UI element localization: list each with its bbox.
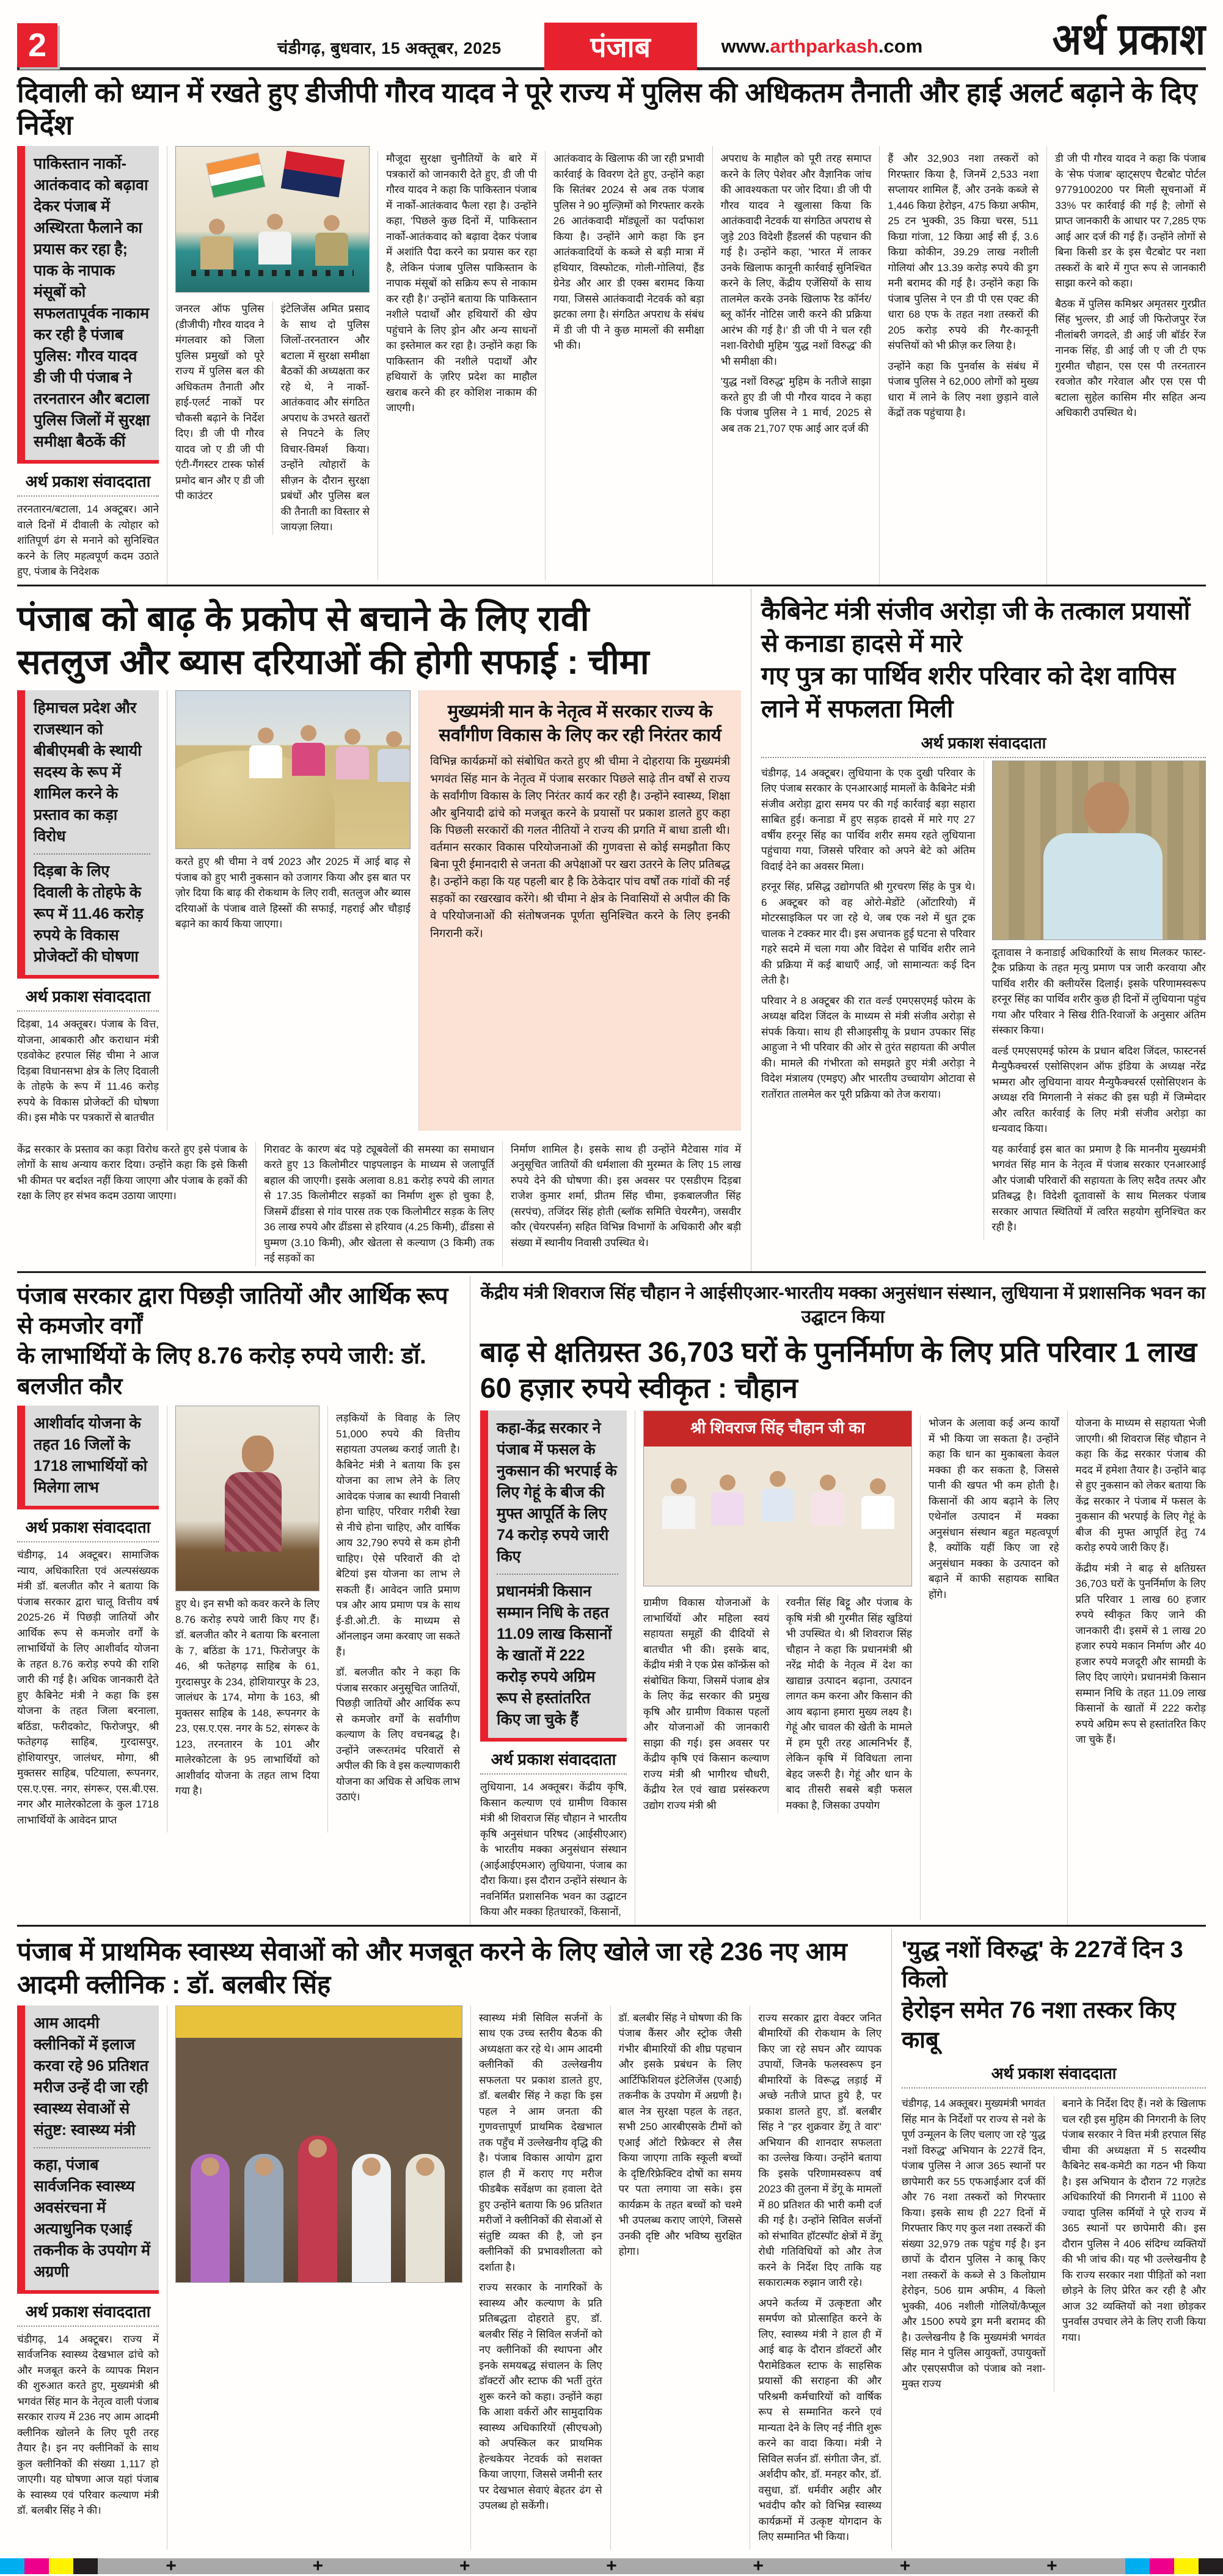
baljit-lead-text: आशीर्वाद योजना के तहत 16 जिलों के 1718 लाभार्थियों को मिलेगा लाभ: [34, 1415, 148, 1497]
balbir-lead-1: आम आदमी क्लीनिकों में इलाज करवा रहे 96 प्रतिशत मरीज उन्हें दी जा रही स्वास्थ्य सेवाओं से संतुष्ट: स्वास्थ्य मंत्री: [34, 2014, 149, 2139]
minister-figure: [298, 2136, 337, 2282]
cheema-row-1: [17, 690, 741, 1131]
photo-chauhan-group: [643, 1410, 912, 1586]
dgp-col-4: आतंकवाद के खिलाफ की जा रही प्रभावी कार्रवाई के विवरण देते हुए, उन्होंने कहा कि सितंबर 2024 से अब तक पंजाब पुलिस ने 90 मुल्ज़िमों को गिरफ्तार करके 26 आतंकवादी मॉड्यूलों का पर्दाफाश किया है। उन्होंने आगे कहा कि इन आतंकवादियों के कब्जे से बड़ी मात्रा में हथियार, विस्फोटक, गोली-गोलियां, हैंड ग्रेनेड और आर डी एक्स बरामद किया गया, जिससे आतंकवादी नेटवर्क को बड़ा झटका लगा है। संगठित अपराध के संबंध में डी जी पी ने कुछ मामलों की समीक्षा भी की।: [545, 151, 704, 580]
byline: अर्थ प्रकाश संवाददाता: [902, 2062, 1206, 2089]
cheema-col-4: निर्माण शामिल है। इसके साथ ही उन्होंने मैटेवास गांव में अनुसूचित जातियों की धर्मशाला की मुरम्मत के लिए 15 लाख रुपये देने की घोषणा की। इस अवसर पर एसडीएम दिड़बा राजेश कुमार शर्मा, प्रीतम सिंह चीमा, इकबालजीत सिंह (सरपंच), तजिंदर सिंह होती (ब्लॉक समिति चेयरमैन), जसवीर कौर (चेयरपर्सन) सहित विभिन्न विभागों के अधिकारी और बड़ी संख्या में स्थानीय निवासी उपस्थित थे।: [502, 1142, 741, 1266]
highlight-box-title: मुख्यमंत्री मान के नेतृत्व में सरकार राज्य के सर्वांगीण विकास के लिए कर रही निरंतर कार्य: [439, 702, 721, 746]
band-4: [17, 1925, 1206, 2550]
arora-col-left: [761, 761, 976, 1240]
black-swatch: [73, 2558, 98, 2574]
article-baljit-ashirwad: [17, 1275, 460, 1925]
byline: अर्थ प्रकाश संवाददाता: [17, 1516, 159, 1542]
officer-figure: [200, 219, 233, 270]
headline-baljit: [17, 1282, 460, 1403]
band-2: [17, 585, 1206, 1271]
cheema-col-1: करते हुए श्री चीमा ने वर्ष 2023 और 2025 में आई बाढ़ से पंजाब को हुए भारी नुकसान को उजागर किया और इस बात पर ज़ोर दिया कि बाढ़ की रोकथाम के लिए रावी, सतलुज और ब्यास दरियाओं के पंजाब वाले हिस्सों की सफाई, गहराई और चौड़ाई बढ़ाने का कार्य किया जाएगा।: [175, 856, 411, 930]
baljit-row-1: [17, 1406, 460, 1833]
masthead: अर्थ प्रकाश: [1052, 15, 1206, 64]
balbir-col-1: [470, 2005, 602, 2550]
chauhan-col-1: ग्रामीण विकास योजनाओं के लाभार्थियों और महिला स्वयं सहायता समूहों की दीदियों से बातचीत भी की। इसके बाद, केंद्रीय मंत्री ने एक प्रेस कॉन्फ्रेंस को संबोधित किया, जिसमें पंजाब क्षेत्र के लिए केंद्र सरकार की प्रमुख कृषि और ग्रामीण विकास पहलों और योजनाओं की जानकारी साझा की गई। इस अवसर पर केंद्रीय कृषि एवं किसान कल्याण राज्य मंत्री श्री भागीरथ चौधरी, केंद्रीय रेल एवं खाद्य प्रसंस्करण उद्योग राज्य मंत्री श्री: [643, 1597, 770, 1811]
cmyk-swatches-left: [0, 2558, 98, 2574]
balbir-col-2: [610, 2005, 742, 2550]
headline-baljit-line1: पंजाब सरकार द्वारा पिछड़ी जातियों और आर्थिक रूप से कमजोर वर्गों: [17, 1283, 448, 1340]
website-prefix: www.: [721, 35, 770, 57]
photo-baljit-kaur: [175, 1406, 319, 1591]
dgp-col-2: इंटेलिजेंस अमित प्रसाद के साथ दो पुलिस जिलों-तरनतारन और बटाला में सुरक्षा समीक्षा बैठकों की अध्यक्षता कर रहे थे, ने नार्को-आतंकवाद और संगठित अपराध के उभरते खतरों से निपटने के लिए विचार-विमर्श किया। उन्होंने त्योहारों के सीज़न के दौरान सुरक्षा प्रबंधों और पुलिस बल की तैनाती का विस्तार से जायज़ा लिया।: [272, 301, 370, 535]
byline: अर्थ प्रकाश संवाददाता: [17, 2300, 159, 2327]
website-brand: arthparkash: [770, 35, 878, 57]
byline: अर्थ प्रकाश संवाददाता: [17, 470, 159, 497]
balbir-lead-2: कहा, पंजाब सार्वजनिक स्वास्थ्य अवसंरचना में अत्याधुनिक एआई तकनीक के उपयोग में अग्रणी: [34, 2147, 150, 2283]
cheema-lead-2: दिड़बा के लिए दिवाली के तोहफे के रूप में 11.46 करोड़ रुपये के विकास प्रोजेक्टों की घोषणा: [34, 853, 150, 968]
magenta-swatch: [24, 2558, 49, 2574]
dgp-col-0: तरनतारन/बटाला, 14 अक्टूबर। आने वाले दिनों में दीवाली के त्योहार को शांतिपूर्ण ढंग से मनाने को सुनिश्चित करने के लिए महत्वपूर्ण कदम उठाते हुए, पंजाब के निदेशक: [17, 503, 159, 578]
chauhan-col-4b: केंद्रीय मंत्री ने बाढ़ से क्षतिग्रस्त 36,703 घरों के पुनर्निर्माण के लिए प्रति परिवार 1 लाख 60 हजार रुपये स्वीकृत किए जाने की जानकारी दी। इसमें से 1 लाख 20 हजार रुपये मकान निर्माण और 40 हजार रुपये मजदूरी और सामग्री के लिए दिए जाएंगे। प्रधानमंत्री किसान सम्मान निधि के तहत 11.09 लाख किसानों के खातों में 222 करोड़ रुपये अग्रिम रूप से हस्तांतरित किए जा चुके हैं।: [1075, 1562, 1206, 1746]
headline-cheema-line2: सतलुज और ब्यास दरियाओं की होगी सफाई : चीमा: [17, 642, 649, 682]
cheema-row-2: [17, 1137, 741, 1271]
yudh-col-0: चंडीगढ़, 14 अक्तूबर। मुख्यमंत्री भगवंत सिंह मान के निर्देशों पर राज्य से नशे के पूर्ण उन्मूलन के लिए चलाए जा रहे 'युद्ध नशों विरुद्ध' अभियान के 227वें दिन, पंजाब पुलिस ने आज 365 स्थानों पर छापेमारी कर 55 एफआईआर दर्ज कीं और 76 नशा तस्करों को गिरफ्तार किया। इसके साथ ही 227 दिनों में गिरफ्तार किए गए कुल नशा तस्करों की संख्या 32,979 तक पहुंच गई है। इन छापों के दौरान पुलिस ने काबू किए नशा तस्करों के कब्जे से 3 किलोग्राम हेरोइन, 506 ग्राम अफीम, 4 किलो भुक्की, 406 नशीली गोलियों/कैप्सूल और 1500 रुपये ड्रग मनी बरामद की है। उल्लेखनीय है कि मुख्यमंत्री भगवंत सिंह मान ने पुलिस आयुक्तों, उपायुक्तों और एसएसपीज को पंजाब को नशा-मुक्त राज्य: [902, 2098, 1046, 2390]
balbir-lead-box: [17, 2005, 159, 2294]
photo-banner-text: श्री शिवराज सिंह चौहान जी का: [690, 1418, 865, 1437]
headline-cheema: [17, 597, 741, 685]
baljit-col-3: डॉ. बलजीत कौर ने कहा कि पंजाब सरकार अनुसूचित जातियों, पिछड़ी जातियों और आर्थिक रूप से कमजोर वर्गों के सर्वांगीण कल्याण के लिए वचनबद्ध है। उन्होंने जरूरतमंद परिवारों से अपील की कि वे इस कल्याणकारी योजना का अधिक से अधिक लाभ उठाएं।: [336, 1666, 460, 1803]
portrait-head: [242, 1436, 274, 1472]
dgp-photo-column: [167, 146, 370, 585]
cheema-lead-column: [17, 690, 159, 1131]
group-figure: [811, 1475, 844, 1526]
dgp-col-3: मौजूदा सुरक्षा चुनौतियों के बारे में पत्रकारों को जानकारी देते हुए, डी जी पी गौरव यादव ने कहा कि पाकिस्तान पंजाब में नार्को-आतंकवाद फैला रहा है। उन्होंने कहा, 'पिछले कुछ दिनों में, पाकिस्तान नार्को-आतंकवाद को बढ़ावा देकर पंजाब में अशांति पैदा करने का प्रयास कर रहा है, लेकिन पंजाब पुलिस पाकिस्तान के नापाक मंसूबों को सक्रिय रूप से नाकाम कर रही है।' उन्होंने बताया कि पाकिस्तान नशीले पदार्थों और हथियारों की खेप पहुंचाने के लिए ड्रोन और अन्य साधनों का इस्तेमाल कर रहा है। उन्होंने कहा कि पाकिस्तान की नशीले पदार्थों और हथियारों के ज़रिए प्रदेश का माहौल खराब करने की हर कोशिश नाकाम की जाएगी।: [378, 151, 537, 580]
dgp-col-7b: बैठक में पुलिस कमिश्नर अमृतसर गुरप्रीत सिंह भुल्लर, डी आई जी फिरोजपुर रेंज नीलांबरी जगदले, डी आई जी बॉर्डर रेंज नानक सिंह, डी आई जी ए जी टी एफ गुरमीत चौहान, एस एस पी तरनतारन रवजोत कौर गरेवाल और एस एस पी बटाला सुहेल कासिम मीर सहित अन्य अधिकारी उपस्थित थे।: [1055, 297, 1206, 419]
yellow-swatch: [1174, 2558, 1199, 2574]
dgp-col-1: जनरल ऑफ पुलिस (डीजीपी) गौरव यादव ने मंगलवार को जिला पुलिस प्रमुखों को पूरे राज्य में पुलिस बल की अधिकतम तैनाती और हाई-एलर्ट नाकों पर चौकसी बढ़ाने के निर्देश दिए। डी जी पी गौरव यादव जो ए डी जी पी एंटी-गैंगस्टर टास्क फोर्स प्रमोद बान और ए डी जी पी काउंटर: [175, 303, 265, 502]
arora-col-1: हरनूर सिंह, प्रसिद्ध उद्योगपति श्री गुरचरण सिंह के पुत्र थे। 6 अक्टूबर को वह ओरो-मेडोंटे (ओंटारियो) में मोटरसाइकिल पर जा रहे थे, जब एक नशे में धुत ट्रक चालक ने टक्कर मार दी। इस अचानक हुई घटना से परिवार गहरे सदमे में चला गया और विदेश से पार्थिव शरीर लाने की प्रक्रिया में कई बाधाएँ आईं, जो सामान्यतः कई दिन लेती है।: [761, 881, 976, 987]
byline: अर्थ प्रकाश संवाददाता: [17, 985, 159, 1012]
band-3: [17, 1271, 1206, 1925]
cheema-lead-1: हिमाचल प्रदेश और राजस्थान को बीबीएमबी के स्थायी सदस्य के रूप में शामिल करने के प्रस्ताव का कड़ा विरोध: [34, 699, 142, 845]
dgp-col-5a: अपराध के माहौल को पूरी तरह समाप्त करने के लिए पेशेवर और वैज्ञानिक जांच की आवश्यकता पर जोर दिया। डी जी पी गौरव यादव ने खुलासा किया कि आतंकवादी नेटवर्क या संगठित अपराध से जुड़े 203 विदेशी हैंडलर्स की पहचान की गई है। उन्होंने कहा, 'भारत में लाकर उनके खिलाफ कानूनी कार्रवाई सुनिश्चित करने के लिए, केंद्रीय एजेंसियों के साथ तालमेल करके उनके खिलाफ रैड कॉर्नर/ब्लू कॉर्नर नोटिस जारी करने की प्रक्रिया आरंभ की गई है।' डी जी पी ने चल रही नशा-विरोधी मुहिम 'युद्ध नशों विरुद्ध' की भी समीक्षा की।: [720, 153, 872, 367]
section-title: पंजाब: [544, 23, 697, 70]
cheema-col-2: केंद्र सरकार के प्रस्ताव का कड़ा विरोध करते हुए इसे पंजाब के लोगों के साथ अन्याय करार दिया। उन्होंने कहा कि इसे किसी भी कीमत पर बर्दाश्त नहीं किया जाएगा और पंजाब के हकों की रक्षा के लिए हर संभव कदम उठाया जाएगा।: [17, 1143, 247, 1202]
article-dgp-alert: [17, 76, 1206, 585]
baljit-col-0: चंडीगढ़, 14 अक्टूबर। सामाजिक न्याय, अधिकारिता एवं अल्पसंख्यक मंत्री डॉ. बलजीत कौर ने बताया कि पंजाब सरकार द्वारा चालू वित्तीय वर्ष 2025-26 में पिछड़ी जातियों और आर्थिक रूप से कमजोर वर्गों के लाभार्थियों के लिए आशीर्वाद योजना के तहत 8.76 करोड़ रुपये की राशि जारी की गई है। अधिक जानकारी देते हुए कैबिनेट मंत्री ने कहा कि इस योजना के तहत जिला बरनाला, बठिंडा, फरीदकोट, फिरोजपुर, श्री फतेहगढ़ साहिब, गुरदासपुर, होशियारपुर, जालंधर, मोगा, श्री मुक्तसर साहिब, पटियाला, रूपनगर, एस.ए.एस. नगर, संगरूर, एस.बी.एस. नगर और मालेरकोटला के कुल 1718 लाभार्थियों के आवेदन प्राप्त: [17, 1549, 159, 1826]
chauhan-lead-box: [480, 1410, 627, 1742]
dgp-lead-box: [17, 146, 159, 464]
india-flag: [206, 153, 266, 199]
balbir-col-3: [750, 2005, 882, 2550]
article-yudh-nashon: [891, 1929, 1206, 2550]
headline-arora-line1: कैबिनेट मंत्री संजीव अरोड़ा जी के तत्काल प्रयासों से कनाडा हादसे में मारे: [761, 596, 1191, 657]
dgp-col-5: [712, 146, 872, 585]
dgp-col-5b: 'युद्ध नशों विरुद्ध' मुहिम के नतीजे साझा करते हुए डी जी पी गौरव यादव ने कहा कि पंजाब पुलिस ने 1 मार्च, 2025 से अब तक 21,707 एफ आई आर दर्ज की: [720, 376, 872, 434]
article-cheema-rivers: [17, 589, 741, 1271]
balbir-col-2a: डॉ. बलबीर सिंह ने घोषणा की कि पंजाब कैंसर और स्ट्रोक जैसी गंभीर बीमारियों की शीघ्र पहचान और इसके प्रबंधन के लिए आर्टिफिशियल इंटेलिजेंस (एआई) तकनीक के उपयोग में अग्रणी है। बाल नेत्र सुरक्षा पहल के तहत, सभी 250 आरबीएसके टीमों को एआई ऑटो रिफ्रेक्टर से लैस किया जाएगा ताकि स्कूली बच्चों के दृष्टि/रिफ्रेक्टिव दोषों का समय पर पता लगाया जा सके। इस कार्यक्रम के तहत बच्चों को चश्मे भी उपलब्ध कराए जाएंगे, जिससे उनकी दृष्टि और भविष्य सुरक्षित होगा।: [618, 2012, 742, 2258]
chauhan-lead-2: प्रधानमंत्री किसान सम्मान निधि के तहत 11.09 लाख किसानों के खातों में 222 करोड़ रुपये अग्रिम रूप से हस्तांतरित किए जा चुके हैं: [497, 1574, 618, 1731]
crowd-figure: [378, 731, 411, 783]
balbir-lead-column: [17, 2005, 159, 2550]
dgp-lead-column: [17, 146, 159, 585]
cheema-col-0: दिड़बा, 14 अक्तूबर। पंजाब के वित्त, योजना, आबकारी और कराधान मंत्री एडवोकेट हरपाल सिंह चीमा ने आज दिड़बा विधानसभा क्षेत्र के लिए दिवाली के तोहफे के रूप में 11.46 करोड़ रुपये के विकास प्रोजेक्टों की घोषणा की। इस मौके पर पत्रकारों से बातचीत: [17, 1018, 159, 1124]
group-figure: [352, 2154, 391, 2282]
punjab-police-flag: [281, 151, 345, 197]
arora-col-2: परिवार ने 8 अक्टूबर की रात वर्ल्ड एमएसएमई फोरम के अध्यक्ष बदिश जिंदल के माध्यम से मंत्री संजीव अरोड़ा से संपर्क किया। साथ ही सीआइसीयू के प्रधान उपकार सिंह आहुजा ने भी परिवार की ओर से तुरंत सहायता की अपील की। मामले की गंभीरता को समझते हुए मंत्री अरोड़ा ने विदेश मंत्रालय (एमइए) और भारतीय उच्चायोग ओटावा से रातोंरात तालमेल कर पूरी प्रक्रिया को तेज कराया।: [761, 994, 976, 1100]
byline: अर्थ प्रकाश संवाददाता: [761, 731, 1206, 758]
cmyk-swatches-right: [1125, 2558, 1223, 2574]
turban-figure: [336, 729, 369, 780]
dgp-col-7a: डी जी पी गौरव यादव ने कहा कि पंजाब के 'सेफ पंजाब' व्हाट्सएप चैटबोट पोर्टल 9779100200 पर मिली सूचनाओं में 33% पर कार्रवाई की गई है; लोगों से प्राप्त जानकारी के आधार पर 7,285 एफ आई आर दर्ज की गई हैं। उन्होंने लोगों से बिना किसी डर के इस चैटबोट पर नशा तस्करों के बारे में गुप्त रूप से जानकारी साझा करने को कहा।: [1055, 153, 1206, 290]
baljit-lead-box: [17, 1406, 159, 1509]
yudh-body: [902, 2091, 1206, 2397]
arora-col-4: वर्ल्ड एमएसएमई फोरम के प्रधान बदिश जिंदल, फास्टनर्स मैन्युफैक्चरर्स एसोसिएशन ऑफ इंडिया के अध्यक्ष नरेंद्र भम्मरा और लुधियाना वायर मैन्युफैक्चरर्स एसोसिएशन के अध्यक्ष रवि मिगलानी ने संकट की इस घड़ी में जिम्मेदार और त्वरित कार्रवाई के लिए मंत्री संजीव अरोड़ा का धन्यवाद किया।: [991, 1045, 1206, 1135]
photo-press-conference: [175, 146, 370, 293]
arora-body: [761, 761, 1206, 1240]
chauhan-col-4: [1067, 1410, 1207, 1925]
photo-balbir-meeting: [175, 2005, 462, 2283]
yellow-swatch: [49, 2558, 73, 2574]
arora-col-right: [984, 761, 1207, 1240]
turban-figure: [249, 728, 282, 779]
cheema-photo-column: [167, 690, 411, 1131]
officer-figure: [258, 214, 291, 265]
group-figure: [662, 1478, 695, 1530]
yudh-col-1: बनाने के निर्देश दिए हैं। नशे के खिलाफ चल रही इस मुहिम की निगरानी के लिए पंजाब सरकार ने वित्त मंत्री हरपाल सिंह चीमा की अध्यक्षता में 5 सदस्यीय कैबिनेट सब-कमेटी का गठन भी किया है। इस अभियान के दौरान 72 गज़टेड अधिकारियों की निगरानी में 1100 से ज्यादा पुलिस कर्मियों ने पूरे राज्य में 365 स्थानों पर छापेमारी की। इस दौरान पुलिस ने 406 संदिग्ध व्यक्तियों की भी जांच की। यह भी उल्लेखनीय है कि राज्य सरकार नशा पीड़ितों को नशा छोड़ने के लिए प्रेरित कर रही है और आज 32 व्यक्तियों को नशा छोड़कर पुनर्वास उपचार लेने के लिए राजी किया गया।: [1054, 2096, 1207, 2392]
cyan-swatch: [0, 2558, 24, 2574]
headline-arora-line2: गए पुत्र का पार्थिव शरीर परिवार को देश वापिस लाने में सफलता मिली: [761, 662, 1176, 723]
group-figure: [711, 1475, 744, 1526]
cheema-highlight-box: [418, 690, 741, 1131]
highlight-box-body: विभिन्न कार्यक्रमों को संबोधित करते हुए श्री चीमा ने दोहराया कि मुख्यमंत्री भगवंत सिंह मान के नेतृत्व में पंजाब सरकार पिछले साढ़े तीन वर्षों से राज्य के सर्वांगीण विकास के लिए निरंतर कार्य कर रही है। उन्होंने स्वास्थ्य, शिक्षा और बुनियादी ढांचे को मजबूत करने के प्रयासों पर प्रकाश डालते हुए कहा कि पिछली सरकारों की गलत नीतियों ने राज्य की प्रगति में बाधा डाली थी। वर्तमान सरकार विकास परियोजनाओं की गुणवत्ता से कोई समझौता किए बिना पूरी ईमानदारी से जनता की अपेक्षाओं पर खरा उतरने के लिए प्रतिबद्ध है। उन्होंने कहा कि यह पहली बार है कि ठेकेदार पांच वर्षों तक गांवों की नई सड़कों का रखरखाव करेंगे। श्री चीमा ने क्षेत्र के निवासियों से अपील की कि वे परियोजनाओं की संतोषजनक पूर्णता सुनिश्चित करने के लिए इनकी निगरानी करें।: [430, 754, 731, 940]
baljit-photo-column: [167, 1406, 319, 1833]
photo-sanjeev-arora: [992, 761, 1207, 940]
chauhan-lead-1: कहा-केंद्र सरकार ने पंजाब में फसल के नुकसान की भरपाई के लिए गेहूं के बीज की मुफ्त आपूर्ति के लिए 74 करोड़ रुपये जारी किए: [497, 1420, 617, 1566]
cyan-swatch: [1125, 2558, 1150, 2574]
article-arora-canada: [751, 589, 1206, 1271]
portrait-dress: [225, 1472, 282, 1552]
kicker-chauhan: केंद्रीय मंत्री शिवराज सिंह चौहान ने आईसीएआर-भारतीय मक्का अनुसंधान संस्थान, लुधियाना में प्रशासनिक भवन का उद्घाटन किया: [480, 1283, 1206, 1327]
group-figure: [406, 2154, 445, 2282]
headline-yudh-line1: 'युद्ध नशों विरुद्ध' के 227वें दिन 3 किलो: [902, 1936, 1183, 1993]
chauhan-col-4a: योजना के माध्यम से सहायता भेजी जाएगी। श्री शिवराज सिंह चौहान ने कहा कि केंद्र सरकार पंजाब की मदद में हमेशा तैयार है। उन्होंने बाढ़ से हुए नुकसान को लेकर बताया कि केंद्र सरकार ने पंजाब में फसल के नुकसान की भरपाई के लिए गेहूं के बीज की मुफ्त आपूर्ति हेतु 74 करोड़ रुपये जारी किए हैं।: [1075, 1417, 1206, 1554]
cheema-lead-box: [17, 690, 159, 979]
group-figure: [191, 2154, 230, 2282]
chauhan-lead-column: [480, 1410, 627, 1925]
page-number: 2: [17, 23, 57, 67]
byline: अर्थ प्रकाश संवाददाता: [480, 1748, 627, 1775]
dgp-lead-text: पाकिस्तान नार्को-आतंकवाद को बढ़ावा देकर पंजाब में अस्थिरता फैलाने का प्रयास कर रहा है; पाक के नापाक मंसूबों को सफलतापूर्वक नाकाम कर रही है पंजाब पुलिस: गौरव यादव डी जी पी पंजाब ने तरनतारन और बटाला पुलिस जिलों में सुरक्षा समीक्षा बैठकें कीं: [34, 155, 150, 451]
page-header: [17, 6, 1206, 70]
dgp-col-6: [879, 146, 1039, 585]
headline-dgp: दिवाली को ध्यान में रखते हुए डीजीपी गौरव यादव ने पूरे राज्य में पुलिस की अधिकतम तैनाती और हाई अलर्ट बढ़ाने के दिए निर्देश: [17, 77, 1197, 141]
photo-cheema-visit: [175, 690, 411, 849]
article-chauhan-floods: [470, 1275, 1206, 1925]
dgp-col-6a: हैं और 32,903 नशा तस्करों को गिरफ्तार किया है, जिनमें 2,533 नशा सप्लायर शामिल हैं, और उनके कब्जे से 1,446 किग्रा हेरोइन, 475 किग्रा अफीम, 25 टन भुक्की, 35 किग्रा चरस, 511 किग्रा गांजा, 12 किग्रा आई सी ई, 3.6 किग्रा कोकीन, 39.29 लाख नशीली गोलियां और 13.39 करोड़ रुपये की ड्रग मनी बरामद की गई है। उन्होंने कहा कि पंजाब पुलिस ने एन डी पी एस एक्ट की धारा 68 एफ के तहत नशा तस्करों की 205 करोड़ रुपये की गैर-कानूनी संपत्तियों को भी फ्रीज़ कर लिया है।: [888, 153, 1039, 352]
baljit-col-1: हुए थे। इन सभी को कवर करने के लिए 8.76 करोड़ रुपये जारी किए गए हैं। डॉ. बलजीत कौर ने बताया कि बरनाला के 7, बठिंडा के 171, फिरोजपुर के 46, श्री फतेहगढ़ साहिब के 61, गुरदासपुर के 234, होशियारपुर के 23, जालंधर के 174, मोगा के 163, श्री मुक्तसर साहिब के 148, रूपनगर के 23, एस.ए.एस. नगर के 52, संगरूर के 123, तरनतारन के 101 और मालेरकोटला के 95 लाभार्थियों को आशीर्वाद योजना के तहत लाभ दिया गया है।: [175, 1598, 319, 1797]
print-registration-bar: + + + + + + +: [0, 2558, 1223, 2574]
minister-figure: [292, 725, 325, 776]
website-url: [721, 35, 923, 57]
balbir-col-3b: अपने कर्तव्य में उत्कृष्टता और समर्पण को प्रोत्साहित करने के लिए, स्वास्थ्य मंत्री ने हाल ही में आई बाढ़ के दौरान डॉक्टरों और पैरामेडिकल स्टाफ के साहसिक प्रयासों की सराहना की और परिश्रमी कर्मचारियों को वार्षिक रूप से सम्मानित करने एवं मान्यता देने के लिए नई नीति शुरू करने का वादा किया। मंत्री ने सिविल सर्जन डॉ. संगीता जैन, डॉ. अर्शदीप कौर, डॉ. मनहर कौर, डॉ. वसुधा, डॉ. धर्मवीर अहीर और भवंदीप कौर को विभिन्न स्वास्थ्य कार्यक्रमों में उत्कृष्ट योगदान के लिए सम्मानित भी किया।: [758, 2297, 882, 2543]
chauhan-col-2: रवनीत सिंह बिट्टू और पंजाब के कृषि मंत्री श्री गुरमीत सिंह खुडियां भी उपस्थित थे। श्री शिवराज सिंह चौहान ने कहा कि प्रधानमंत्री श्री नरेंद्र मोदी के नेतृत्व में देश का खाद्यान्न उत्पादन बढ़ाना, उत्पादन लागत कम करना और किसान की आय बढ़ाना हमारा मुख्य लक्ष्य है। गेहूं और चावल की खेती के मामले में हम पूरी तरह आत्मनिर्भर हैं, लेकिन कृषि में विविधता लाना बेहद जरूरी है। गेहूं और धान के बाद तीसरी सबसे बड़ी फसल मक्का है, जिसका उपयोग: [778, 1595, 913, 1813]
website-suffix: .com: [878, 35, 923, 57]
press-mics: [191, 270, 353, 276]
dgp-figure: [315, 215, 348, 266]
balbir-photo-column: [167, 2005, 462, 2550]
arora-col-3: दूतावास ने कनाडाई अधिकारियों के साथ मिलकर फास्ट-ट्रैक प्रक्रिया के तहत मृत्यु प्रमाण पत्र जारी करवाया और पार्थिव शरीर की क्लीयरेंस दिलाई। इसके परिणामस्वरूप हरनूर सिंह का पार्थिव शरीर कुछ ही दिनों में लुधियाना पहुंच गया और परिवार ने सिख रीति-रिवाजों के अनुसार अंतिम संस्कार किया।: [991, 946, 1206, 1037]
article-dgp-body: [17, 146, 1206, 585]
arora-col-0: चंडीगढ़, 14 अक्टूबर। लुधियाना के एक दुखी परिवार के लिए पंजाब सरकार के एनआरआई मामलों के कैबिनेट मंत्री संजीव अरोड़ा द्वारा समय पर की गई कार्रवाई बड़ा सहारा साबित हुई। कनाडा में हुए सड़क हादसे में मारे गए 27 वर्षीय हरनूर सिंह का पार्थिव शरीर समय रहते लुधियाना पहुंचाया गया, जिससे परिवार को अपने बेटे को अंतिम विदाई देने का अवसर मिला।: [761, 767, 976, 872]
balbir-col-1a: स्वास्थ्य मंत्री सिविल सर्जनों के साथ एक उच्च स्तरीय बैठक की अध्यक्षता कर रहे थे। आम आदमी क्लीनिकों की उल्लेखनीय सफलता पर प्रकाश डालते हुए, डॉ. बलबीर सिंह ने कहा कि इस पहल ने आम जनता की गुणवत्तापूर्ण प्राथमिक देखभाल तक पहुँच में उल्लेखनीय वृद्धि की है। पंजाब विकास आयोग द्वारा हाल ही में कराए गए मरीज फीडबैक सर्वेक्षण का हवाला देते हुए उन्होंने बताया कि 96 प्रतिशत मरीजों ने क्लीनिकों की सेवाओं से संतुष्टि व्यक्त की है, जो इन क्लीनिकों की प्रभावशीलता को दर्शाता है।: [479, 2012, 602, 2273]
headline-yudh-line2: हेरोइन समेत 76 नशा तस्कर किए काबू: [902, 1997, 1176, 2053]
headline-arora: [761, 595, 1206, 725]
magenta-swatch: [1150, 2558, 1174, 2574]
balbir-col-1b: राज्य सरकार के नागरिकों के स्वास्थ्य और कल्याण के प्रति प्रतिबद्धता दोहराते हुए, डॉ. बलबीर सिंह ने सिविल सर्जनों को नए क्लीनिकों की स्थापना और इनके समयबद्ध संचालन के लिए डॉक्टरों और स्टाफ की भर्ती तुरंत शुरू करने को कहा। उन्होंने कहा कि आशा वर्करों और सामुदायिक स्वास्थ्य अधिकारियों (सीएचओ) को अपस्किल कर प्राथमिक हेल्थकेयर नेटवर्क को सशक्त किया जाएगा, जिससे जमीनी स्तर पर देखभाल सेवाएं बेहतर ढंग से उपलब्ध हो सकेंगी।: [479, 2282, 602, 2512]
portrait-shirt: [1043, 833, 1163, 940]
black-swatch: [1199, 2558, 1223, 2574]
edition-date: चंडीगढ़, बुधवार, 15 अक्तूबर, 2025: [277, 39, 502, 57]
headline-baljit-line2: के लाभार्थियों के लिए 8.76 करोड़ रुपये जारी: डॉ. बलजीत कौर: [17, 1343, 426, 1399]
arora-col-5: यह कार्रवाई इस बात का प्रमाण है कि माननीय मुख्यमंत्री भगवंत सिंह मान के नेतृत्व में पंजाब सरकार एनआरआई और पंजाबी परिवारों की सहायता के लिए सदैव तत्पर और प्रतिबद्ध है। विदेशी दूतावासों के साथ मिलकर पंजाब सरकार आपात स्थितियों में त्वरित सहयोग सुनिश्चित कर रही है।: [991, 1143, 1206, 1233]
chauhan-col-0: लुधियाना, 14 अक्तूबर। केंद्रीय कृषि, किसान कल्याण एवं ग्रामीण विकास मंत्री श्री शिवराज सिंह चौहान ने भारतीय कृषि अनुसंधान परिषद (आईसीएआर) के भारतीय मक्का अनुसंधान संस्थान (आईआईएमआर) लुधियाना, पंजाब का दौरा किया। इस दौरान उन्होंने संस्थान के नवनिर्मित प्रशासनिक भवन का उद्घाटन किया और मक्का हितधारकों, किसानों,: [480, 1781, 627, 1918]
chauhan-figure: [761, 1471, 794, 1522]
headline-balbir: पंजाब में प्राथमिक स्वास्थ्य सेवाओं को और मजबूत करने के लिए खोले जा रहे 236 नए आम आदमी क्लीनिक : डॉ. बलबीर सिंह: [17, 1936, 847, 1999]
baljit-lead-column: [17, 1406, 159, 1833]
portrait-head: [1084, 782, 1129, 834]
dgp-col-6b: उन्होंने कहा कि पुनर्वास के संबंध में पंजाब पुलिस ने 62,000 लोगों को मुख्य धारा में लाने के लिए नशा छुड़ाने वाले केंद्रों तक पहुंचाया है।: [888, 360, 1039, 419]
balbir-col-0: चंडीगढ़, 14 अक्टूबर। राज्य में सार्वजनिक स्वास्थ्य देखभाल ढांचे को और मजबूत करने के व्यापक मिशन की शुरुआत करते हुए, मुख्यमंत्री श्री भगवंत सिंह मान के नेतृत्व वाली पंजाब सरकार राज्य में 236 नए आम आदमी क्लीनिक खोलने के लिए पूरी तरह तैयार है। इन नए क्लीनिकों के साथ कुल क्लीनिकों की संख्या 1,117 हो जाएगी। यह घोषणा आज यहां पंजाब के स्वास्थ्य एवं परिवार कल्याण मंत्री डॉ. बलबीर सिंह ने की।: [17, 2333, 159, 2517]
chauhan-photo-column: [635, 1410, 912, 1925]
headline-chauhan: बाढ़ से क्षतिग्रस्त 36,703 घरों के पुनर्निर्माण के लिए प्रति परिवार 1 लाख 60 हज़ार रुपये स्वीकृत : चौहान: [480, 1335, 1197, 1404]
baljit-col-right: [327, 1406, 460, 1833]
headline-yudh: [902, 1935, 1206, 2056]
group-figure: [861, 1478, 894, 1530]
balbir-col-3a: राज्य सरकार द्वारा वेक्टर जनित बीमारियों की रोकथाम के लिए किए जा रहे सघन और व्यापक उपायों, जिनके फलस्वरूप इन बीमारियों के विरूद्ध लड़ाई में अच्छे नतीजे प्राप्त हुये है, पर प्रकाश डालते हुए, डॉ. बलबीर सिंह ने ''हर शुक्रवार डेंगू ते वार'' अभियान की शानदार सफलता का उल्लेख किया। उन्होंने बताया कि इसके परिणामस्वरूप वर्ष 2023 की तुलना में डेंगू के मामलों में 80 प्रतिशत की भारी कमी दर्ज की गई है। उन्होंने सिविल सर्जनों को संभावित हॉटस्पॉट क्षेत्रों में डेंगू रोधी गतिविधियों को और तेज करने के निर्देश दिए ताकि यह सकारात्मक रुझान जारी रहे।: [758, 2012, 882, 2289]
group-figure: [244, 2154, 283, 2282]
chauhan-body: [480, 1410, 1206, 1925]
headline-cheema-line1: पंजाब को बाढ़ के प्रकोप से बचाने के लिए रावी: [17, 599, 590, 638]
chauhan-col-3: भोजन के अलावा कई अन्य कार्यों में भी किया जा सकता है। उन्होंने कहा कि धान का मुकाबला केवल मक्का ही कर सकता है, जिससे पानी की खपत भी कम होती है। किसानों की आय बढ़ाने के लिए एथेनॉल उत्पादन में मक्का अनुसंधान संस्थान बहुत महत्वपूर्ण है, क्योंकि यहीं किए जा रहे अनुसंधान मक्का के उत्पादन को बढ़ाने में काफी सहायक साबित होंगे।: [920, 1415, 1059, 1920]
article-balbir-clinics: [17, 1929, 882, 2550]
cheema-col-3: गिरावट के कारण बंद पड़े ट्यूबवेलों की समस्या का समाधान करते हुए 13 किलोमीटर पाइपलाइन के माध्यम से जलापूर्ति बहाल की जाएगी। इसके अलावा 8.81 करोड़ रुपये की लागत से 17.35 किलोमीटर सड़कों का निर्माण शुरू हो चुका है, जिसमें ढींडसा से गांव पारस तक एक किलोमीटर सड़क के लिए 36 लाख रुपये और ढींडसा से हरियाव (4.25 किमी), ढींडसा से घुम्मण (3.10 किमी), और खेतला से कल्याण (3 किमी) तक नई सड़कों का: [255, 1142, 494, 1266]
baljit-col-2: लड़कियों के विवाह के लिए 51,000 रुपये की वित्तीय सहायता उपलब्ध कराई जाती है। कैबिनेट मंत्री ने बताया कि इस योजना का लाभ लेने के लिए आवेदक पंजाब का स्थायी निवासी होना चाहिए, परिवार गरीबी रेखा से नीचे होना चाहिए, और वार्षिक आय 32,790 रुपये से कम होनी चाहिए। ऐसे परिवारों की दो बेटियां इस योजना का लाभ ले सकती हैं। आवेदन जाति प्रमाण पत्र और आय प्रमाण पत्र के साथ ई-डी.ओ.टी. के माध्यम से ऑनलाइन जमा करवाए जा सकते हैं।: [336, 1412, 460, 1658]
balbir-body: [17, 2005, 882, 2550]
dgp-col-7: [1046, 146, 1206, 585]
